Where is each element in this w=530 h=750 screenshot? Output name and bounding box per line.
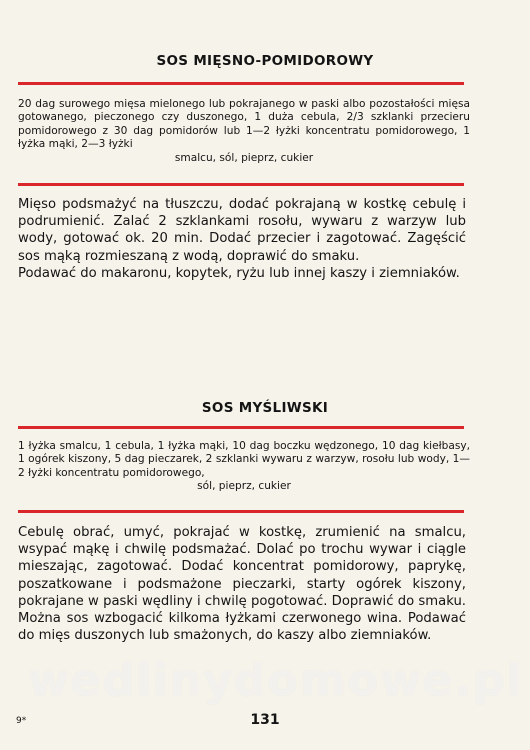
recipe-method <box>18 524 466 644</box>
ingredients-text-last: sól, pieprz, cukier <box>197 480 291 493</box>
method-paragraph: Cebulę obrać, umyć, pokrajać w kostkę, zrumienić na smalcu, wsypać mąkę i chwilę podsmażać. Dolać po trochu wywar i ciągle mieszając, zagotować. Dodać koncentrat pomidorowy, paprykę, poszatkowane i podsmażone pieczarki, starty ogórek kiszony, pokrajane w paski wędliny i chwilę pogotować. Doprawić do smaku. Można sos wzbogacić kilkoma łyżkami czerwonego wina. Podawać do mięs duszonych lub smażonych, do kaszy albo ziemniaków. <box>18 525 466 644</box>
ingredients-list <box>18 440 470 494</box>
watermark: wedlinydomowe.pl <box>28 655 524 706</box>
red-rule <box>18 510 464 513</box>
ingredients-text: 1 łyżka smalcu, 1 cebula, 1 łyżka mąki, 10 dag boczku wędzonego, 10 dag kiełbasy, 1 ogórek kiszony, 5 dag pieczarek, 2 szklanki wywaru z warzyw, rosołu lub wody, 1—2 łyżki koncentratu pomidorowego, <box>18 440 470 479</box>
red-rule <box>18 183 464 186</box>
serving-paragraph: Podawać do makaronu, kopytek, ryżu lub innej kaszy i ziemniaków. <box>18 265 460 281</box>
signature-mark: 9* <box>16 716 27 726</box>
recipe-title: SOS MIĘSNO-POMIDOROWY <box>156 53 374 69</box>
ingredients-text: 20 dag surowego mięsa mielonego lub pokrajanego w paski albo pozostałości mięsa gotowanego, pieczonego czy duszonego, 1 duża cebula, 2/3 szklanki przecieru pomidorowego z 30 dag pomidorów lub 1—2 łyżki koncentratu pomidorowego, 1 łyżka mąki, 2—3 łyżki <box>18 98 470 151</box>
red-rule <box>18 426 464 429</box>
ingredients-list <box>18 98 470 165</box>
method-paragraph: Mięso podsmażyć na tłuszczu, dodać pokrajaną w kostkę cebulę i podrumienić. Zalać 2 szklankami rosołu, wywaru z warzyw lub wody, gotować ok. 20 min. Dodać przecier i zagotować. Zagęścić sos mąką rozmieszaną z wodą, doprawić do smaku. <box>18 197 466 264</box>
recipe-method <box>18 196 466 282</box>
recipe-title: SOS MYŚLIWSKI <box>201 400 329 416</box>
red-rule <box>18 82 464 85</box>
ingredients-text-last: smalcu, sól, pieprz, cukier <box>174 151 314 164</box>
page-number: 131 <box>250 712 280 728</box>
